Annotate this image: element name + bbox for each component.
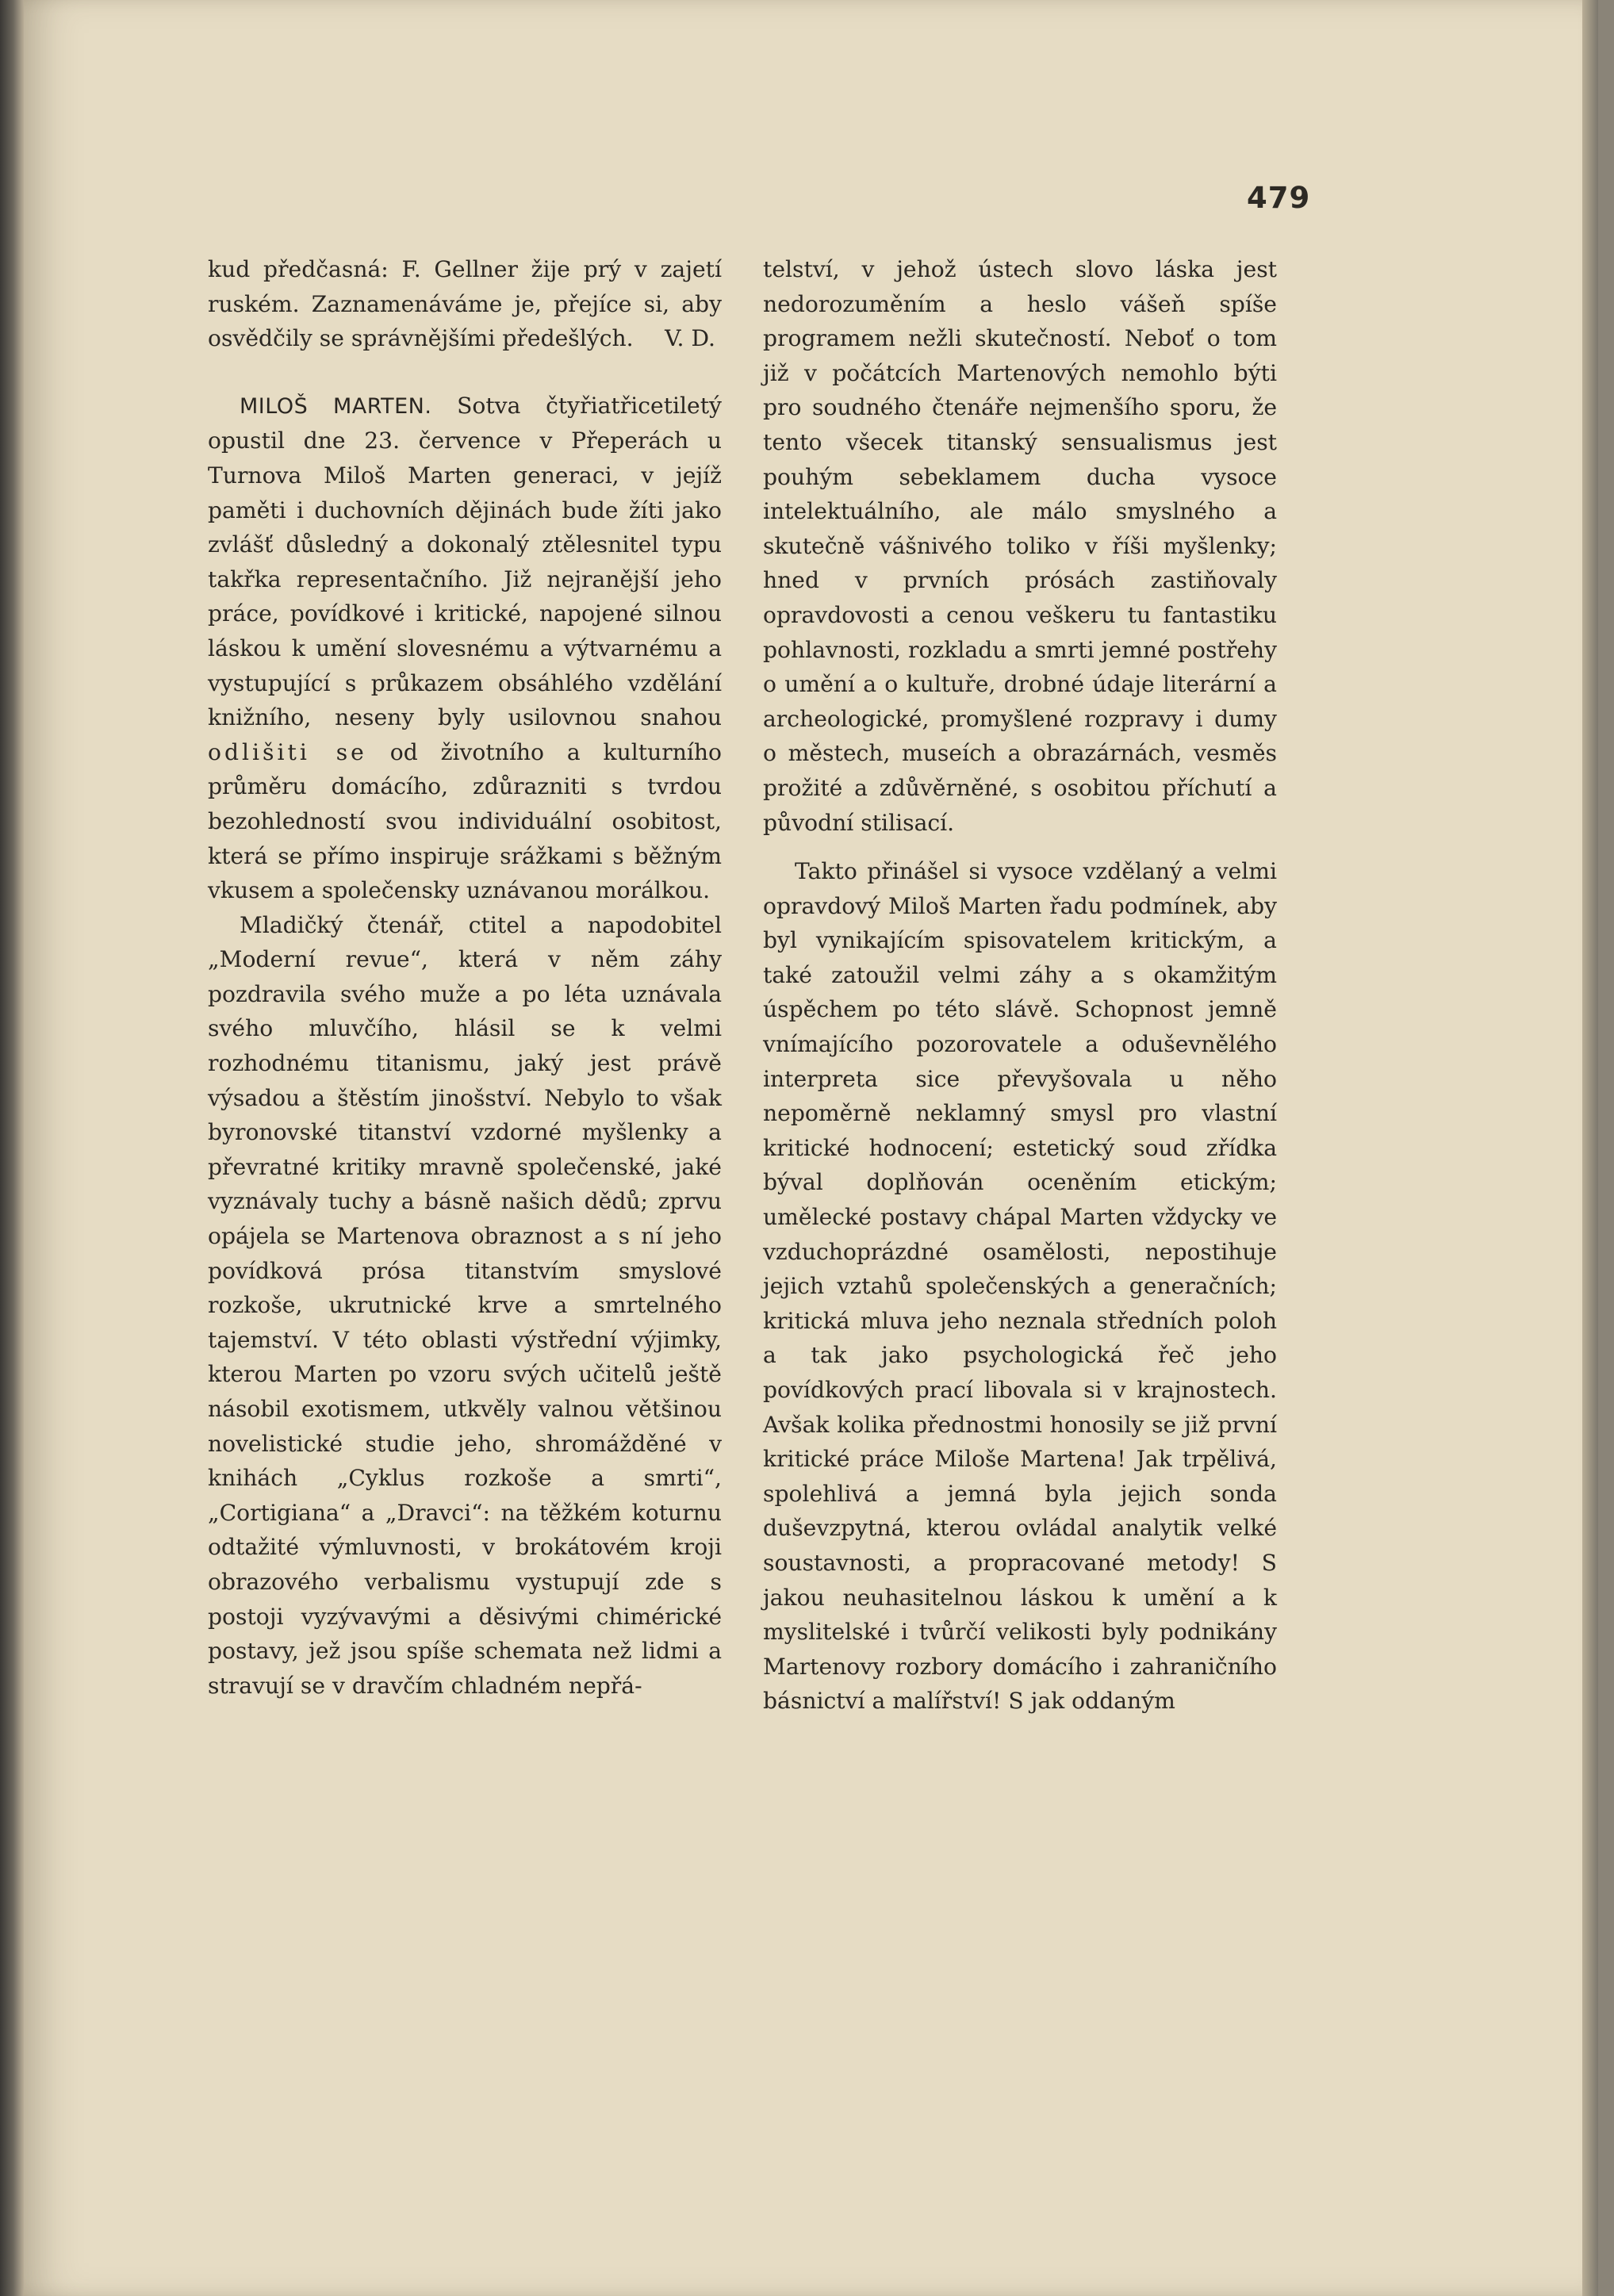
obituary-p1-text: Sotva čtyřiatřicetiletý opustil dne 23. července v Přeperách u Turnova Miloš Marten generaci, v jejíž paměti i duchovních dějinách bude žíti jako zvlášť důsledný a dokonalý ztělesnitel typu takřka representačního. Již nejranější jeho práce, povídkové i kritické, napojené silnou láskou k umění slovesnému a výtvarnému a vystupující s průkazem obsáhlého vzdělání knižního, neseny byly usilovnou snahou: [208, 392, 722, 731]
review-ending: [208, 252, 722, 356]
right-paragraph-1: telství, v jehož ústech slovo láska jest nedorozuměním a heslo vášeň spíše programem nežli skutečností. Neboť o tom již v počátcích Martenových nemohlo býti pro soudného čtenáře nejmenšího sporu, že tento všecek titanský sensualismus jest pouhým sebeklamem ducha vysoce intelektuálního, ale málo smyslného a skutečně vášnivého toliko v říši myšlenky; hned v prvních prósách zastiňovaly opravdovosti a cenou veškeru tu fantastiku pohlavnosti, rozkladu a smrti jemné postřehy o umění a o kultuře, drobné údaje literární a archeologické, promyšlené rozpravy i dumy o městech, museích a obrazárnách, vesměs prožité a zdůvěrněné, s osobitou příchutí a původní stilisací.: [763, 256, 1277, 836]
left-column: [208, 252, 722, 1703]
page-number: 479: [1247, 181, 1311, 215]
obituary-heading: MILOŠ MARTEN.: [240, 393, 432, 419]
review-signature: V. D.: [665, 325, 715, 352]
right-column: [763, 252, 1277, 1719]
obituary-p1-emphasis: odlišiti se: [208, 738, 367, 765]
obituary-paragraph-1: [208, 389, 722, 908]
obituary-p1-end: od životního a kulturního průměru domácího, zdůrazniti s tvrdou bezohledností svou individuální osobitost, která se přímo inspiruje srážkami s běžným vkusem a společensky uznávanou morálkou.: [208, 738, 722, 904]
obituary-paragraph-2: Mladičký čtenář, ctitel a napodobitel „Moderní revue“, která v něm záhy pozdravila svého muže a po léta uznávala svého mluvčího, hlásil se k velmi rozhodnému titanismu, jaký jest právě výsadou a štěstím jinošství. Nebylo to však byronovské titanství vzdorné myšlenky a převratné kritiky mravně společenské, jaké vyznávaly tuchy a básně našich dědů; zprvu opájela se Martenova obraznost a s ní jeho povídková prósa titanstvím smyslové rozkoše, ukrutnické krve a smrtelného tajemství. V této oblasti výstřední výjimky, kterou Marten po vzoru svých učitelů ještě násobil exotismem, utkvěly valnou většinou novelistické studie jeho, shromážděné v knihách „Cyklus rozkoše a smrti“, „Cortigiana“ a „Dravci“: na těžkém koturnu odtažité výmluvnosti, v brokátovém kroji obrazového verbalismu vystupují zde s postoji vyzývavými a děsivými chimérické postavy, jež jsou spíše schemata než lidmi a stravují se v dravčím chladném nepřá-: [208, 911, 722, 1699]
review-end-text: kud předčasná: F. Gellner žije prý v zajetí ruském. Zaznamenáváme je, přejíce si, aby osvědčily se správnějšími předešlých.: [208, 256, 722, 352]
book-spine: [0, 0, 24, 2296]
page-edge: [1582, 0, 1598, 2296]
right-paragraph-2: Takto přinášel si vysoce vzdělaný a velmi opravdový Miloš Marten řadu podmínek, aby byl vynikajícím spisovatelem kritickým, a také zatoužil velmi záhy a s okamžitým úspěchem po této slávě. Schopnost jemně vnímajícího pozorovatele a oduševnělého interpreta sice převyšovala u něho nepoměrně neklamný smysl pro vlastní kritické hodnocení; estetický soud zřídka býval doplňován oceněním etickým; umělecké postavy chápal Marten vždycky ve vzduchoprázdné osamělosti, nepostihuje jejich vztahů společenských a generačních; kritická mluva jeho neznala středních poloh a tak jako psychologická řeč jeho povídkových prací libovala si v krajnostech. Avšak kolika přednostmi honosily se již první kritické práce Miloše Martena! Jak trpělivá, spolehlivá a jemná byla jejich sonda duševzpytná, kterou ovládal analytik velké soustavnosti, a propracované metody! S jakou neuhasitelnou láskou k umění a k myslitelské i tvůrčí velikosti byly podnikány Martenovy rozbory domácího i zahraničního básnictví a malířství! S jak oddaným: [763, 858, 1277, 1715]
